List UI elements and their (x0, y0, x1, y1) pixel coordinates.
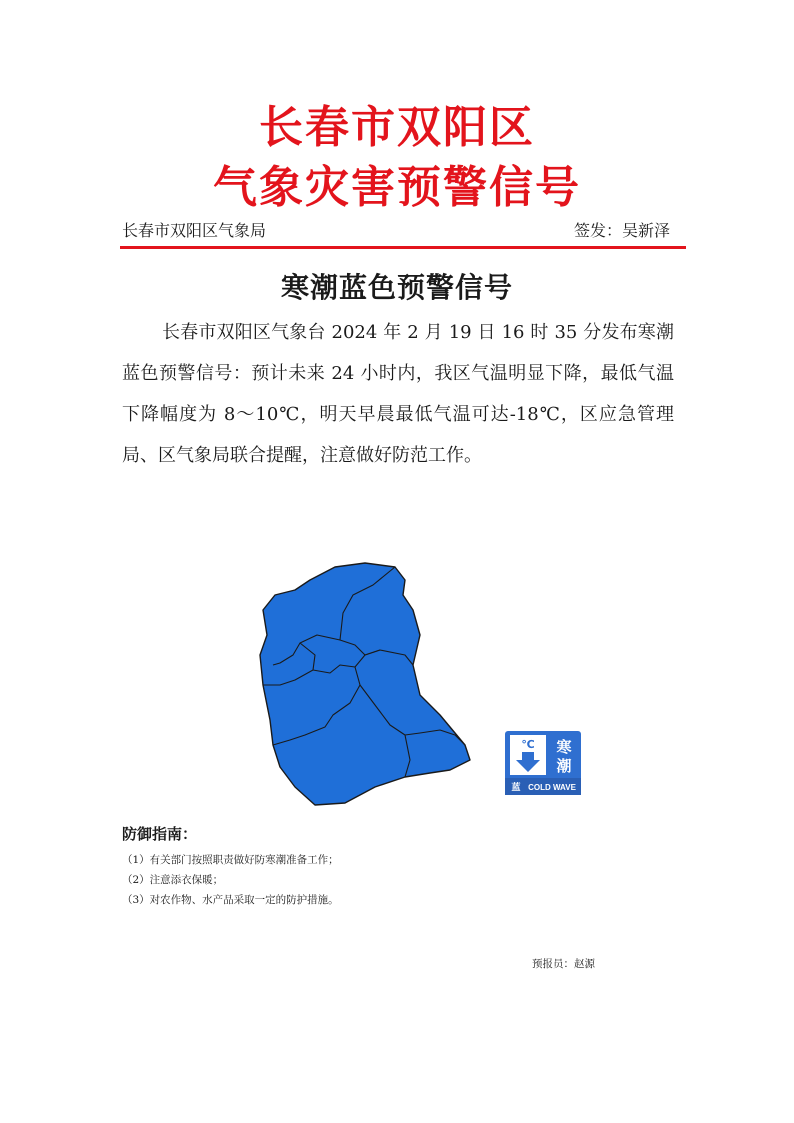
badge-char-1: 寒 (556, 738, 572, 756)
cold-wave-blue-badge (505, 731, 581, 795)
issuing-organization: 长春市双阳区气象局 (122, 221, 267, 240)
document-title-line-2: 气象灾害预警信号 (213, 162, 581, 213)
district-map (255, 555, 475, 810)
defense-guide-list (122, 850, 339, 910)
guide-item-1: （1）有关部门按照职责做好防寒潮准备工作； (122, 854, 339, 866)
badge-level-char: 蓝 (511, 783, 521, 793)
guide-item-2: （2）注意添衣保暖； (122, 874, 224, 886)
header-divider (120, 246, 686, 249)
badge-unit: ℃ (521, 738, 535, 751)
defense-guide-title: 防御指南： (122, 825, 198, 843)
forecaster: 预报员：赵源 (532, 958, 595, 970)
warning-headline: 寒潮蓝色预警信号 (280, 271, 513, 304)
badge-english-label: COLD WAVE (528, 783, 576, 792)
document-title-line-1: 长春市双阳区 (259, 102, 535, 153)
signer: 签发：吴新泽 (573, 221, 670, 240)
map-region-outline (260, 563, 470, 805)
badge-char-2: 潮 (556, 757, 572, 775)
warning-body-text: 长春市双阳区气象台 2024 年 2 月 19 日 16 时 35 分发布寒潮蓝色预警信号：预计未来 24 小时内，我区气温明显下降，最低气温下降幅度为 8～10℃，明天早晨最低气温可达-18℃，区应急管理局、区气象局联合提醒，注意做好防范工作。 (122, 322, 674, 466)
guide-item-3: （3）对农作物、水产品采取一定的防护措施。 (122, 894, 339, 906)
